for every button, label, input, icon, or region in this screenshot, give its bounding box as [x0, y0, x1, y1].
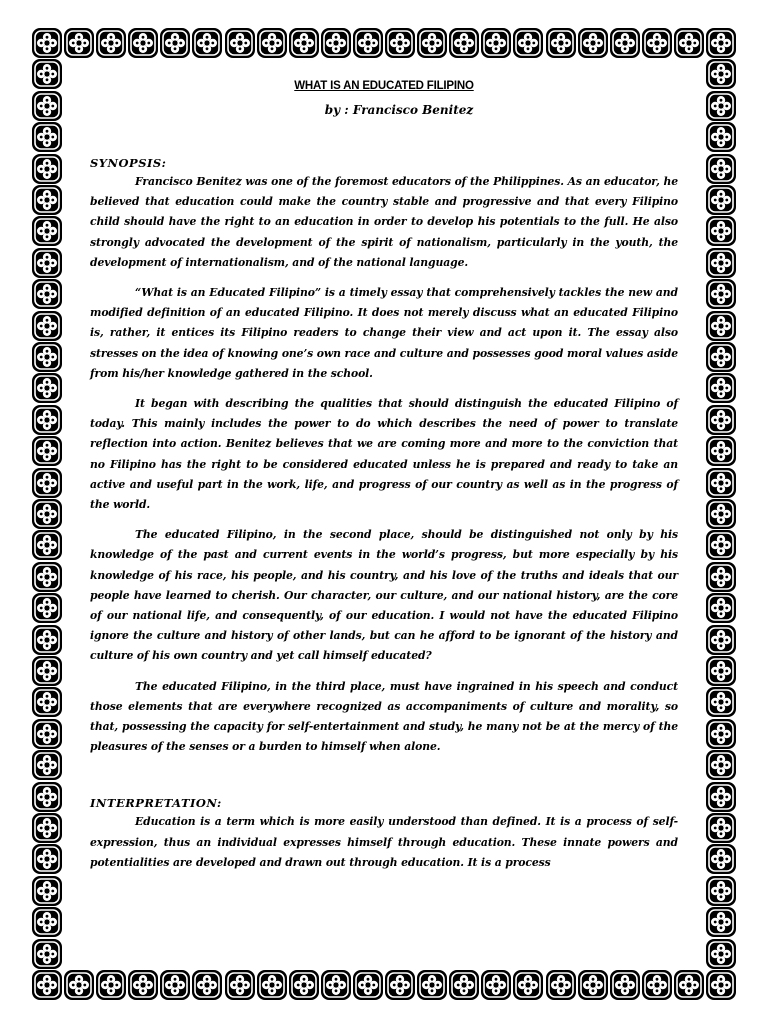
four-petal-flower-icon	[32, 342, 62, 372]
four-petal-flower-icon	[96, 28, 126, 58]
four-petal-flower-icon	[289, 28, 319, 58]
four-petal-flower-icon	[706, 782, 736, 812]
four-petal-flower-icon	[706, 656, 736, 686]
four-petal-flower-icon	[32, 405, 62, 435]
four-petal-flower-icon	[32, 562, 62, 592]
four-petal-flower-icon	[513, 970, 543, 1000]
four-petal-flower-icon	[353, 970, 383, 1000]
four-petal-flower-icon	[32, 468, 62, 498]
four-petal-flower-icon	[642, 970, 672, 1000]
four-petal-flower-icon	[128, 28, 158, 58]
interpretation-heading: INTERPRETATION:	[90, 796, 222, 811]
four-petal-flower-icon	[706, 970, 736, 1000]
four-petal-flower-icon	[706, 593, 736, 623]
four-petal-flower-icon	[706, 342, 736, 372]
synopsis-heading: SYNOPSIS:	[90, 156, 167, 170]
four-petal-flower-icon	[32, 907, 62, 937]
four-petal-flower-icon	[32, 719, 62, 749]
four-petal-flower-icon	[481, 970, 511, 1000]
four-petal-flower-icon	[32, 122, 62, 152]
four-petal-flower-icon	[225, 28, 255, 58]
four-petal-flower-icon	[32, 939, 62, 969]
four-petal-flower-icon	[417, 28, 447, 58]
four-petal-flower-icon	[706, 499, 736, 529]
four-petal-flower-icon	[32, 216, 62, 246]
four-petal-flower-icon	[706, 216, 736, 246]
four-petal-flower-icon	[706, 844, 736, 874]
four-petal-flower-icon	[706, 91, 736, 121]
four-petal-flower-icon	[481, 28, 511, 58]
four-petal-flower-icon	[706, 436, 736, 466]
four-petal-flower-icon	[706, 59, 736, 89]
four-petal-flower-icon	[192, 970, 222, 1000]
four-petal-flower-icon	[706, 530, 736, 560]
four-petal-flower-icon	[706, 154, 736, 184]
four-petal-flower-icon	[160, 970, 190, 1000]
page-title: WHAT IS AN EDUCATED FILIPINO	[294, 80, 474, 92]
four-petal-flower-icon	[610, 970, 640, 1000]
four-petal-flower-icon	[32, 311, 62, 341]
four-petal-flower-icon	[417, 970, 447, 1000]
four-petal-flower-icon	[706, 625, 736, 655]
four-petal-flower-icon	[674, 28, 704, 58]
four-petal-flower-icon	[32, 59, 62, 89]
four-petal-flower-icon	[706, 750, 736, 780]
four-petal-flower-icon	[96, 970, 126, 1000]
four-petal-flower-icon	[385, 970, 415, 1000]
four-petal-flower-icon	[706, 373, 736, 403]
four-petal-flower-icon	[706, 122, 736, 152]
four-petal-flower-icon	[257, 970, 287, 1000]
four-petal-flower-icon	[578, 970, 608, 1000]
four-petal-flower-icon	[160, 28, 190, 58]
four-petal-flower-icon	[706, 248, 736, 278]
document-body	[90, 78, 678, 873]
four-petal-flower-icon	[32, 750, 62, 780]
four-petal-flower-icon	[385, 28, 415, 58]
four-petal-flower-icon	[706, 813, 736, 843]
synopsis-paragraph-5: The educated Filipino, in the third place, must have ingrained in his speech and conduct those elements that are everywhere recognized as accompaniments of culture and morality, so that, possessing the capacity for self-entertainment and study, he many not be at the mercy of the pleasures of the senses or a burden to himself when alone.	[90, 679, 678, 754]
four-petal-flower-icon	[32, 499, 62, 529]
four-petal-flower-icon	[578, 28, 608, 58]
four-petal-flower-icon	[32, 876, 62, 906]
four-petal-flower-icon	[610, 28, 640, 58]
four-petal-flower-icon	[32, 91, 62, 121]
four-petal-flower-icon	[706, 939, 736, 969]
four-petal-flower-icon	[257, 28, 287, 58]
four-petal-flower-icon	[32, 970, 62, 1000]
four-petal-flower-icon	[32, 185, 62, 215]
four-petal-flower-icon	[513, 28, 543, 58]
four-petal-flower-icon	[32, 844, 62, 874]
four-petal-flower-icon	[449, 28, 479, 58]
four-petal-flower-icon	[706, 687, 736, 717]
four-petal-flower-icon	[706, 562, 736, 592]
four-petal-flower-icon	[706, 719, 736, 749]
four-petal-flower-icon	[64, 28, 94, 58]
four-petal-flower-icon	[546, 970, 576, 1000]
four-petal-flower-icon	[32, 28, 62, 58]
four-petal-flower-icon	[706, 468, 736, 498]
four-petal-flower-icon	[32, 436, 62, 466]
four-petal-flower-icon	[353, 28, 383, 58]
four-petal-flower-icon	[32, 373, 62, 403]
four-petal-flower-icon	[706, 405, 736, 435]
four-petal-flower-icon	[225, 970, 255, 1000]
four-petal-flower-icon	[32, 687, 62, 717]
four-petal-flower-icon	[32, 625, 62, 655]
four-petal-flower-icon	[706, 279, 736, 309]
four-petal-flower-icon	[321, 970, 351, 1000]
four-petal-flower-icon	[289, 970, 319, 1000]
four-petal-flower-icon	[192, 28, 222, 58]
author-byline: by : Francisco Benitez	[324, 103, 474, 117]
four-petal-flower-icon	[32, 530, 62, 560]
four-petal-flower-icon	[706, 28, 736, 58]
four-petal-flower-icon	[321, 28, 351, 58]
interpretation-paragraph-1: Education is a term which is more easily understood than defined. It is a process of self-expression, thus an individual expresses himself through education. These innate powers and potentialities are developed and drawn out through education. It is a process	[90, 815, 678, 869]
four-petal-flower-icon	[706, 876, 736, 906]
four-petal-flower-icon	[32, 248, 62, 278]
four-petal-flower-icon	[32, 154, 62, 184]
four-petal-flower-icon	[64, 970, 94, 1000]
four-petal-flower-icon	[546, 28, 576, 58]
four-petal-flower-icon	[32, 782, 62, 812]
four-petal-flower-icon	[32, 279, 62, 309]
synopsis-paragraph-1: Francisco Benitez was one of the foremost educators of the Philippines. As an educator, he believed that education could make the country stable and progressive and that every Filipino child should have the right to an education in order to develop his potentials to the full. He also strongly advocated the development of the spirit of nationalism, particularly in the youth, the development of internationalism, and of the national language.	[90, 175, 678, 269]
four-petal-flower-icon	[674, 970, 704, 1000]
synopsis-paragraph-3: It began with describing the qualities that should distinguish the educated Filipino of today. This mainly includes the power to do which describes the need of power to translate reflection into action. Benitez believes that we are coming more and more to the conviction that no Filipino has the right to be considered educated unless he is prepared and ready to take an active and useful part in the work, life, and progress of our country as well as in the progress of the world.	[90, 397, 678, 512]
four-petal-flower-icon	[32, 593, 62, 623]
four-petal-flower-icon	[706, 907, 736, 937]
four-petal-flower-icon	[642, 28, 672, 58]
four-petal-flower-icon	[128, 970, 158, 1000]
four-petal-flower-icon	[706, 185, 736, 215]
four-petal-flower-icon	[32, 813, 62, 843]
synopsis-paragraph-4: The educated Filipino, in the second place, should be distinguished not only by his knowledge of the past and current events in the world’s progress, but more especially by his knowledge of his race, his people, and his country, and his love of the truths and ideals that our people have learned to cherish. Our character, our culture, and our national history, are the core of our national life, and consequently, of our education. I would not have the educated Filipino ignore the culture and history of other lands, but can he afford to be ignorant of the history and culture of his own country and yet call himself educated?	[90, 528, 678, 663]
four-petal-flower-icon	[32, 656, 62, 686]
four-petal-flower-icon	[706, 311, 736, 341]
synopsis-paragraph-2: “What is an Educated Filipino” is a timely essay that comprehensively tackles the new and modified definition of an educated Filipino. It does not merely discuss what an educated Filipino is, rather, it entices its Filipino readers to change their view and act upon it. The essay also stresses on the idea of knowing one’s own race and culture and possesses good moral values aside from his/her knowledge gathered in the school.	[90, 286, 678, 380]
four-petal-flower-icon	[449, 970, 479, 1000]
